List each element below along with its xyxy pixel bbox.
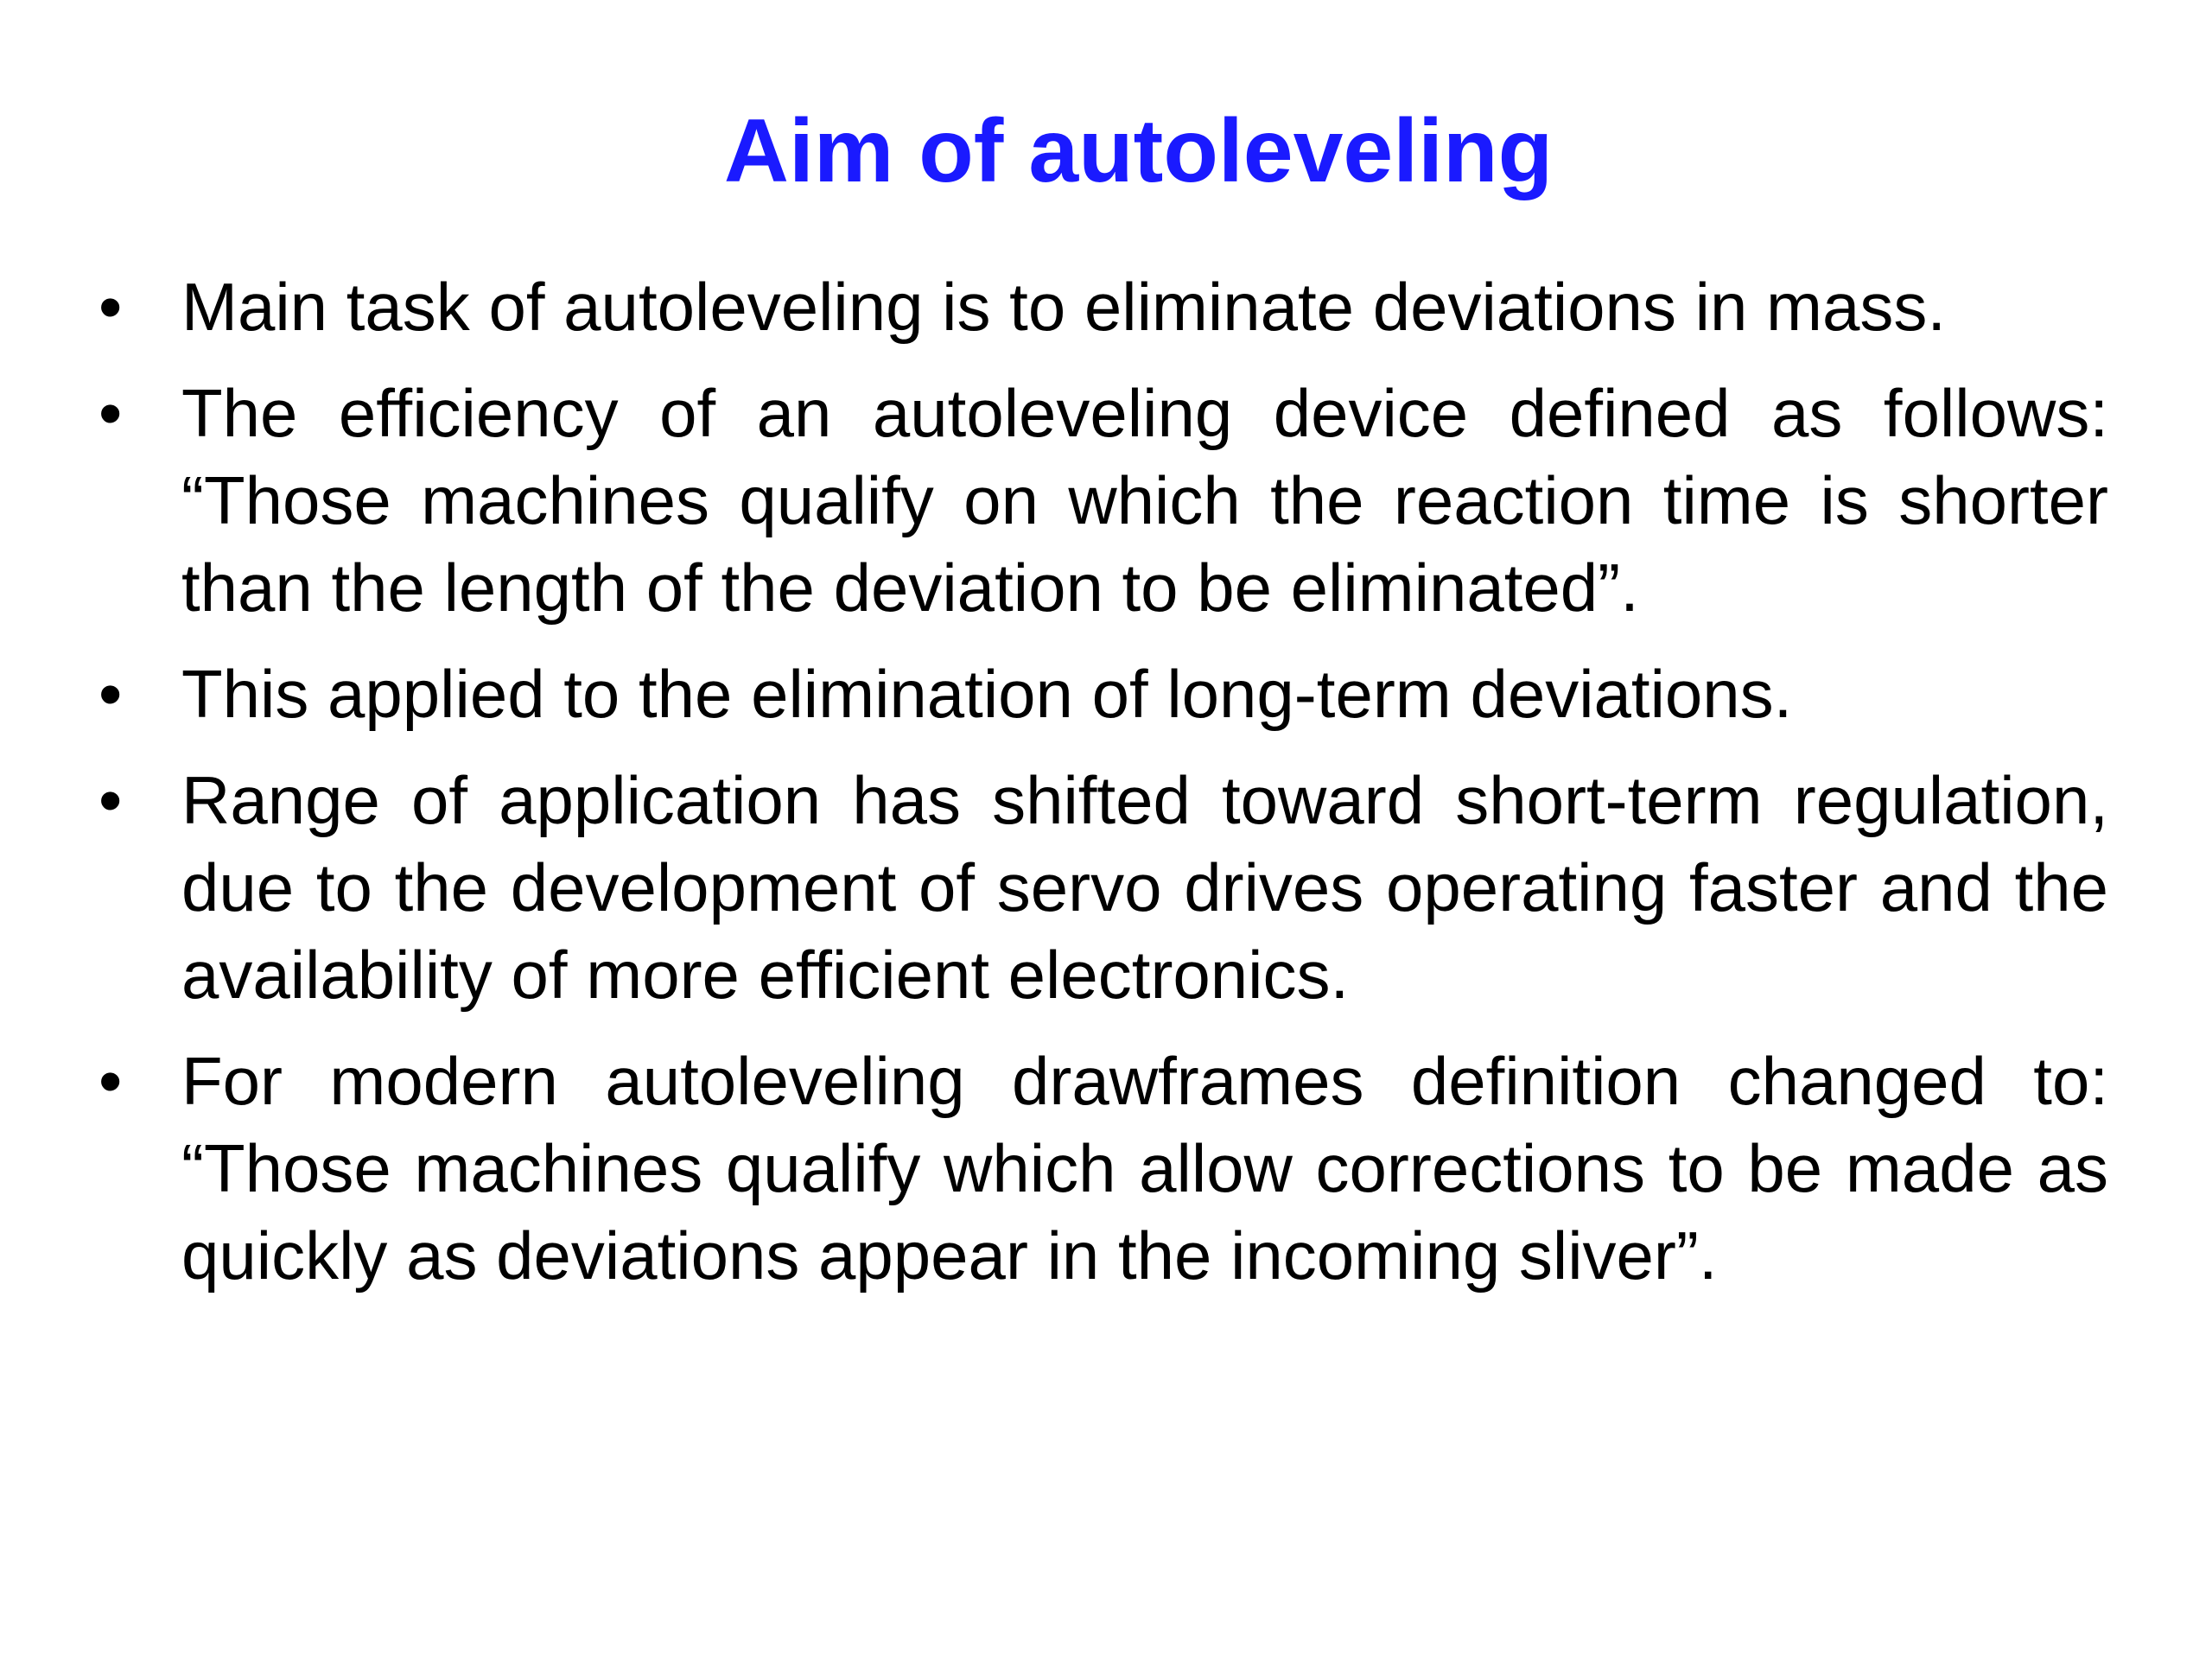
- slide-title: Aim of autoleveling: [723, 101, 1554, 201]
- bullet-text: Main task of autoleveling is to eliminate deviations in mass.: [181, 269, 1947, 345]
- bullet-text: Range of application has shifted toward short-term regulation, due to the development of servo drives operating faster and the availability of more efficient electronics.: [181, 762, 2108, 1013]
- bullet-item: [86, 264, 2108, 351]
- bullet-dot-icon: •: [99, 656, 123, 732]
- bullet-dot-icon: •: [99, 269, 123, 345]
- bullet-dot-icon: •: [99, 375, 123, 451]
- bullet-dot-icon: •: [99, 1043, 123, 1119]
- bullet-item: [86, 370, 2108, 632]
- bullet-item: [86, 1038, 2108, 1300]
- bullet-text: For modern autoleveling drawframes definition changed to: “Those machines qualify which allow corrections to be made as quickly as deviations appear in the incoming sliver”.: [181, 1043, 2108, 1294]
- bullet-item: [86, 651, 2108, 738]
- bullet-list: [86, 264, 2108, 1319]
- bullet-text: The efficiency of an autoleveling device defined as follows: “Those machines qualify on which the reaction time is shorter than the length of the deviation to be eliminated”.: [181, 375, 2108, 626]
- bullet-text: This applied to the elimination of long-term deviations.: [181, 656, 1793, 732]
- bullet-dot-icon: •: [99, 762, 123, 838]
- bullet-item: [86, 757, 2108, 1019]
